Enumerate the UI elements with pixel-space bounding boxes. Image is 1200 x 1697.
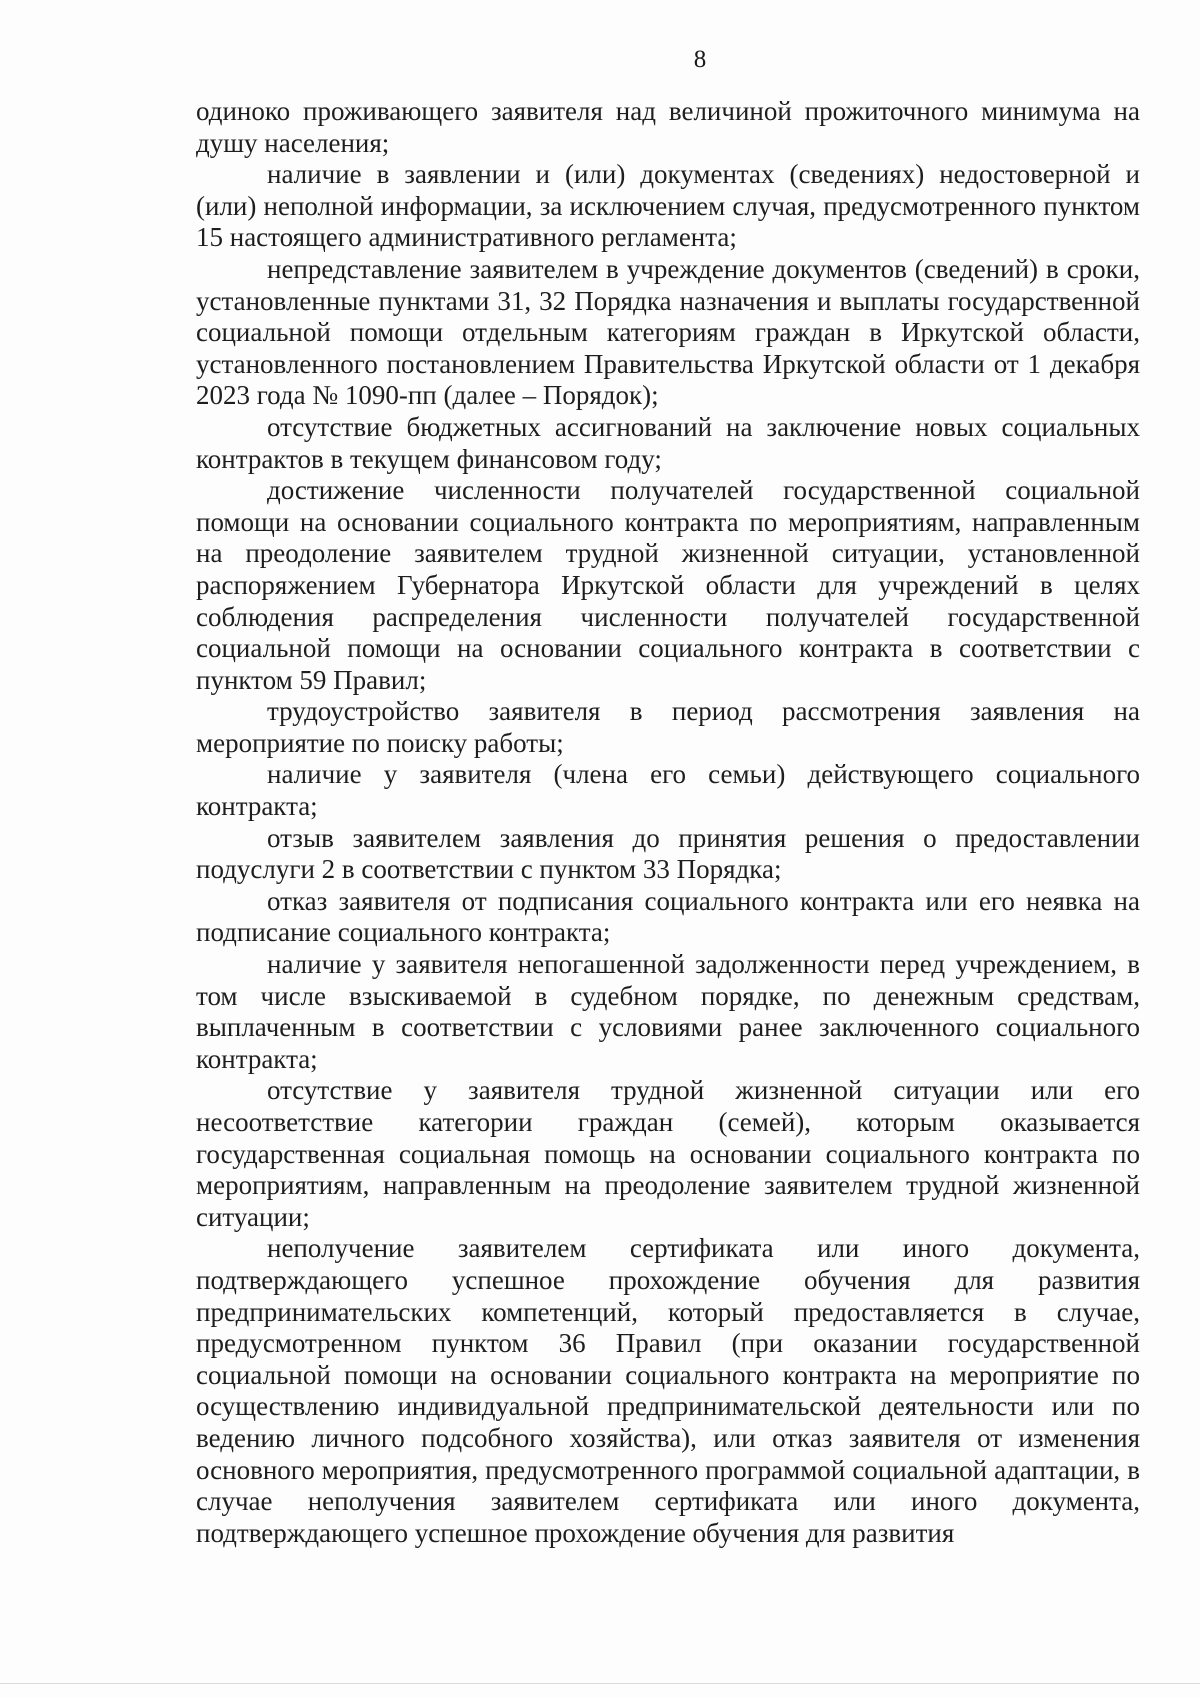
paragraph: неполучение заявителем сертификата или иного документа, подтверждающего успешное прохождение обучения для развития предпринимательских компетенций, который предоставляется в случае, предусмотренном пунктом 36 Правил (при оказании государственной социальной помощи на основании социального контракта на мероприятие по осуществлению индивидуальной предпринимательской деятельности или по ведению личного подсобного хозяйства), или отказ заявителя от изменения основного мероприятия, предусмотренного программой социальной адаптации, в случае неполучения заявителем сертификата или иного документа, подтверждающего успешное прохождение обучения для развития (196, 1233, 1140, 1548)
paragraph: отсутствие бюджетных ассигнований на заключение новых социальных контрактов в текущем финансовом году; (196, 411, 1140, 474)
paragraph: одиноко проживающего заявителя над величиной прожиточного минимума на душу населения; (196, 96, 1140, 158)
paragraph: наличие в заявлении и (или) документах (сведениях) недостоверной и (или) неполной информации, за исключением случая, предусмотренного пунктом 15 настоящего административного регламента; (196, 159, 1140, 253)
paragraph: отсутствие у заявителя трудной жизненной ситуации или его несоответствие категории граждан (семей), которым оказывается государственная социальная помощь на основании социального контракта по мероприятиям, направленным на преодоление заявителем трудной жизненной ситуации; (196, 1075, 1140, 1232)
paragraph: наличие у заявителя непогашенной задолженности перед учреждением, в том числе взыскиваемой в судебном порядке, по денежным средствам, выплаченным в соответствии с условиями ранее заключенного социального контракта; (196, 949, 1140, 1074)
paragraph: отзыв заявителем заявления до принятия решения о предоставлении подуслуги 2 в соответствии с пунктом 33 Порядка; (196, 822, 1140, 885)
paragraph: достижение численности получателей государственной социальной помощи на основании социального контракта по мероприятиям, направленным на преодоление заявителем трудной жизненной ситуации, установленной распоряжением Губернатора Иркутской области для учреждений в целях соблюдения распределения численности получателей государственной социальной помощи на основании социального контракта в соответствии с пунктом 59 Правил; (196, 475, 1140, 695)
body-text (196, 96, 1140, 1549)
paragraph: отказ заявителя от подписания социального контракта или его неявка на подписание социального контракта; (196, 885, 1140, 948)
paragraph: непредставление заявителем в учреждение документов (сведений) в сроки, установленные пунктами 31, 32 Порядка назначения и выплаты государственной социальной помощи отдельным категориям граждан в Иркутской области, установленного постановлением Правительства Иркутской области от 1 декабря 2023 года № 1090-пп (далее – Порядок); (196, 253, 1140, 411)
page-number: 8 (693, 46, 707, 73)
paragraph: трудоустройство заявителя в период рассмотрения заявления на мероприятие по поиску работы; (196, 696, 1140, 758)
paragraph: наличие у заявителя (члена его семьи) действующего социального контракта; (196, 759, 1140, 822)
page-bottom-divider (0, 1683, 1200, 1684)
